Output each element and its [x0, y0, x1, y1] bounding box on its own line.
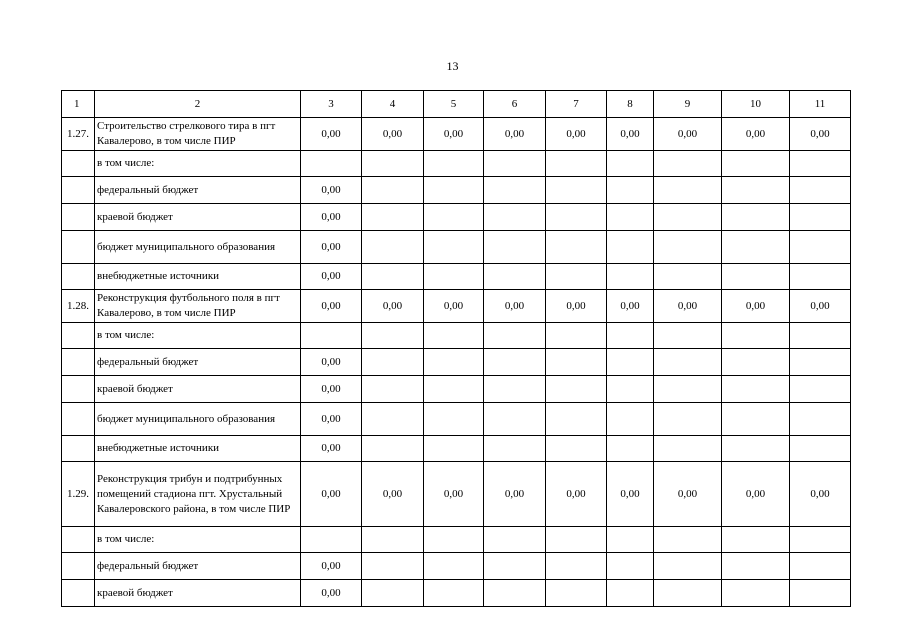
value-cell — [362, 527, 424, 553]
value-cell: 0,00 — [301, 264, 362, 290]
value-cell — [607, 231, 654, 264]
value-cell — [607, 527, 654, 553]
value-cell: 0,00 — [546, 118, 607, 151]
item-number — [62, 349, 95, 376]
value-cell — [546, 323, 607, 349]
value-cell — [362, 553, 424, 580]
item-name: внебюджетные источники — [95, 264, 301, 290]
value-cell: 0,00 — [654, 462, 722, 527]
value-cell: 0,00 — [424, 462, 484, 527]
value-cell: 0,00 — [546, 290, 607, 323]
value-cell — [790, 349, 851, 376]
column-header: 10 — [722, 91, 790, 118]
value-cell: 0,00 — [654, 118, 722, 151]
value-cell — [362, 436, 424, 462]
item-name: федеральный бюджет — [95, 349, 301, 376]
value-cell — [654, 580, 722, 607]
value-cell — [424, 376, 484, 403]
value-cell: 0,00 — [301, 231, 362, 264]
value-cell — [722, 151, 790, 177]
column-header: 2 — [95, 91, 301, 118]
value-cell — [654, 553, 722, 580]
value-cell — [790, 436, 851, 462]
column-header: 11 — [790, 91, 851, 118]
value-cell — [607, 376, 654, 403]
value-cell: 0,00 — [790, 462, 851, 527]
column-header: 1 — [62, 91, 95, 118]
value-cell — [722, 204, 790, 231]
item-name: в том числе: — [95, 151, 301, 177]
budget-table — [61, 90, 851, 607]
value-cell — [484, 323, 546, 349]
table-row — [62, 264, 851, 290]
item-name: федеральный бюджет — [95, 553, 301, 580]
value-cell — [722, 177, 790, 204]
value-cell: 0,00 — [722, 118, 790, 151]
value-cell — [546, 436, 607, 462]
value-cell — [424, 553, 484, 580]
page-number: 13 — [446, 59, 459, 73]
value-cell — [362, 177, 424, 204]
value-cell: 0,00 — [301, 436, 362, 462]
value-cell — [790, 264, 851, 290]
table-row — [62, 436, 851, 462]
value-cell — [484, 580, 546, 607]
column-header: 8 — [607, 91, 654, 118]
item-number — [62, 553, 95, 580]
value-cell: 0,00 — [301, 290, 362, 323]
value-cell — [546, 204, 607, 231]
value-cell — [424, 204, 484, 231]
item-number — [62, 177, 95, 204]
column-header: 3 — [301, 91, 362, 118]
value-cell — [654, 527, 722, 553]
column-header: 6 — [484, 91, 546, 118]
value-cell: 0,00 — [301, 204, 362, 231]
value-cell — [301, 323, 362, 349]
value-cell — [654, 403, 722, 436]
value-cell — [484, 376, 546, 403]
item-number — [62, 204, 95, 231]
item-number — [62, 436, 95, 462]
table-row — [62, 118, 851, 151]
item-number: 1.28. — [62, 290, 95, 323]
table-row — [62, 527, 851, 553]
value-cell — [722, 553, 790, 580]
value-cell — [546, 403, 607, 436]
value-cell: 0,00 — [484, 462, 546, 527]
table-row — [62, 462, 851, 527]
value-cell — [424, 527, 484, 553]
value-cell — [362, 151, 424, 177]
value-cell: 0,00 — [607, 118, 654, 151]
value-cell — [424, 403, 484, 436]
value-cell — [424, 349, 484, 376]
value-cell — [484, 527, 546, 553]
item-number: 1.29. — [62, 462, 95, 527]
value-cell — [424, 231, 484, 264]
value-cell — [546, 553, 607, 580]
value-cell: 0,00 — [654, 290, 722, 323]
table-row — [62, 323, 851, 349]
column-header: 9 — [654, 91, 722, 118]
value-cell — [654, 177, 722, 204]
value-cell — [424, 151, 484, 177]
value-cell — [362, 204, 424, 231]
value-cell: 0,00 — [362, 290, 424, 323]
value-cell: 0,00 — [607, 290, 654, 323]
value-cell — [790, 403, 851, 436]
item-name: бюджет муниципального образования — [95, 403, 301, 436]
table-header-row — [62, 91, 851, 118]
value-cell: 0,00 — [301, 118, 362, 151]
value-cell — [424, 264, 484, 290]
value-cell: 0,00 — [607, 462, 654, 527]
value-cell — [722, 580, 790, 607]
value-cell — [546, 349, 607, 376]
value-cell — [484, 151, 546, 177]
value-cell — [607, 323, 654, 349]
value-cell — [790, 376, 851, 403]
value-cell — [607, 436, 654, 462]
value-cell — [654, 349, 722, 376]
value-cell: 0,00 — [301, 376, 362, 403]
item-name: краевой бюджет — [95, 376, 301, 403]
value-cell — [607, 151, 654, 177]
value-cell — [654, 264, 722, 290]
value-cell — [654, 204, 722, 231]
value-cell — [546, 527, 607, 553]
column-header: 7 — [546, 91, 607, 118]
value-cell — [362, 264, 424, 290]
value-cell — [301, 527, 362, 553]
value-cell — [546, 151, 607, 177]
value-cell — [607, 403, 654, 436]
value-cell — [362, 376, 424, 403]
item-number: 1.27. — [62, 118, 95, 151]
value-cell — [790, 151, 851, 177]
item-name: краевой бюджет — [95, 580, 301, 607]
value-cell — [546, 177, 607, 204]
value-cell: 0,00 — [301, 403, 362, 436]
table-row — [62, 204, 851, 231]
item-name: федеральный бюджет — [95, 177, 301, 204]
value-cell: 0,00 — [301, 349, 362, 376]
value-cell — [546, 580, 607, 607]
value-cell — [790, 580, 851, 607]
value-cell: 0,00 — [424, 118, 484, 151]
item-number — [62, 527, 95, 553]
value-cell — [424, 580, 484, 607]
value-cell: 0,00 — [301, 177, 362, 204]
item-name: в том числе: — [95, 323, 301, 349]
value-cell — [484, 231, 546, 264]
value-cell: 0,00 — [790, 290, 851, 323]
table-row — [62, 290, 851, 323]
value-cell — [301, 151, 362, 177]
table-row — [62, 553, 851, 580]
value-cell — [607, 349, 654, 376]
value-cell: 0,00 — [301, 462, 362, 527]
item-number — [62, 323, 95, 349]
item-number — [62, 264, 95, 290]
value-cell — [790, 231, 851, 264]
value-cell — [362, 403, 424, 436]
value-cell — [484, 204, 546, 231]
value-cell — [790, 177, 851, 204]
value-cell — [607, 580, 654, 607]
value-cell — [484, 553, 546, 580]
value-cell — [722, 527, 790, 553]
value-cell — [722, 323, 790, 349]
value-cell — [790, 323, 851, 349]
value-cell: 0,00 — [301, 580, 362, 607]
table-row — [62, 151, 851, 177]
value-cell — [546, 264, 607, 290]
item-number — [62, 580, 95, 607]
value-cell: 0,00 — [790, 118, 851, 151]
value-cell — [722, 264, 790, 290]
value-cell: 0,00 — [424, 290, 484, 323]
value-cell: 0,00 — [484, 290, 546, 323]
item-name: бюджет муниципального образования — [95, 231, 301, 264]
value-cell: 0,00 — [301, 553, 362, 580]
item-number — [62, 376, 95, 403]
item-name: Строительство стрелкового тира в пгт Кавалерово, в том числе ПИР — [95, 118, 301, 151]
value-cell — [790, 204, 851, 231]
column-header: 5 — [424, 91, 484, 118]
value-cell — [607, 204, 654, 231]
value-cell: 0,00 — [484, 118, 546, 151]
value-cell — [722, 436, 790, 462]
table-row — [62, 580, 851, 607]
value-cell — [654, 376, 722, 403]
value-cell: 0,00 — [362, 462, 424, 527]
item-name: краевой бюджет — [95, 204, 301, 231]
value-cell — [362, 231, 424, 264]
item-number — [62, 231, 95, 264]
value-cell — [607, 553, 654, 580]
value-cell — [722, 231, 790, 264]
value-cell — [424, 323, 484, 349]
item-number — [62, 403, 95, 436]
value-cell — [722, 376, 790, 403]
value-cell — [362, 323, 424, 349]
item-name: в том числе: — [95, 527, 301, 553]
table-row — [62, 231, 851, 264]
item-name: Реконструкция футбольного поля в пгт Кавалерово, в том числе ПИР — [95, 290, 301, 323]
value-cell — [424, 436, 484, 462]
value-cell: 0,00 — [362, 118, 424, 151]
value-cell — [362, 580, 424, 607]
value-cell — [654, 151, 722, 177]
value-cell — [790, 553, 851, 580]
value-cell: 0,00 — [722, 290, 790, 323]
value-cell — [546, 231, 607, 264]
value-cell — [722, 403, 790, 436]
value-cell — [484, 264, 546, 290]
value-cell — [362, 349, 424, 376]
item-name: Реконструкция трибун и подтрибунных помещений стадиона пгт. Хрустальный Кавалеровского района, в том числе ПИР — [95, 462, 301, 527]
value-cell — [484, 177, 546, 204]
value-cell — [546, 376, 607, 403]
value-cell — [722, 349, 790, 376]
table-row — [62, 177, 851, 204]
item-name: внебюджетные источники — [95, 436, 301, 462]
table-row — [62, 349, 851, 376]
value-cell — [607, 177, 654, 204]
value-cell — [484, 403, 546, 436]
value-cell — [654, 231, 722, 264]
value-cell — [654, 323, 722, 349]
value-cell — [484, 436, 546, 462]
column-header: 4 — [362, 91, 424, 118]
value-cell — [607, 264, 654, 290]
table-row — [62, 403, 851, 436]
table-row — [62, 376, 851, 403]
value-cell — [654, 436, 722, 462]
item-number — [62, 151, 95, 177]
value-cell — [424, 177, 484, 204]
value-cell: 0,00 — [546, 462, 607, 527]
value-cell: 0,00 — [722, 462, 790, 527]
value-cell — [790, 527, 851, 553]
value-cell — [484, 349, 546, 376]
